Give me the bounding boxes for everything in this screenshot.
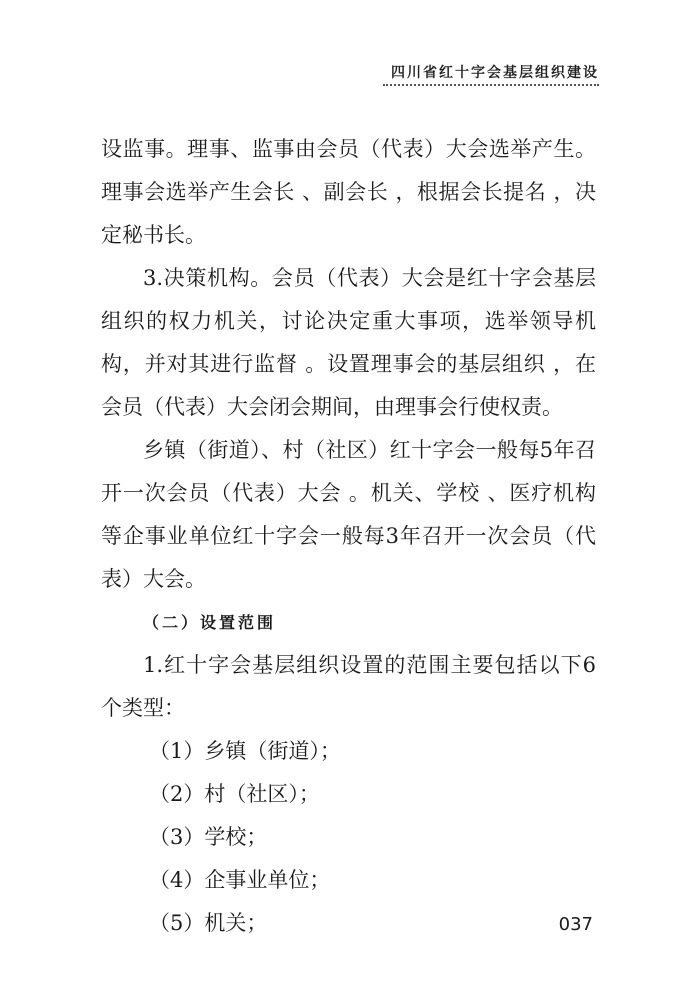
section-heading: （二）设置范围 bbox=[143, 613, 277, 632]
running-head-title: 四川省红十字会基层组织建设 bbox=[391, 65, 599, 81]
list-item: （4）企事业单位； bbox=[149, 868, 331, 892]
paragraph-meeting-cycle: 乡镇（街道）、村（社区）红十字会一般每5年召开一次会员（代表）大会 。机关、学校 、医疗机构等企事业单位红十字会一般每3年召开一次会员（代表）大会。 bbox=[101, 438, 596, 591]
list-item: （3）学校； bbox=[149, 825, 268, 849]
paragraph-decision-body: 3.决策机构。会员（代表）大会是红十字会基层组织的权力机关，讨论决定重大事项，选举领导机构，并对其进行监督 。设置理事会的基层组织 ，在会员（代表）大会闭会期间，由理事会行使权责。 bbox=[101, 266, 596, 419]
list-item: （1）乡镇（街道）； bbox=[149, 739, 341, 763]
list-item: （2）村（社区）； bbox=[149, 782, 320, 806]
paragraph-continuation: 设监事。理事、监事由会员（代表）大会选举产生。理事会选举产生会长 、副会长 ，根据会长提名 ，决定秘书长。 bbox=[101, 137, 596, 247]
list-item: （5）机关； bbox=[149, 911, 268, 935]
page-number: 037 bbox=[558, 914, 593, 935]
page-body bbox=[101, 128, 596, 945]
running-head-rule bbox=[383, 84, 599, 86]
scope-intro: 1.红十字会基层组织设置的范围主要包括以下6个类型： bbox=[101, 653, 596, 720]
